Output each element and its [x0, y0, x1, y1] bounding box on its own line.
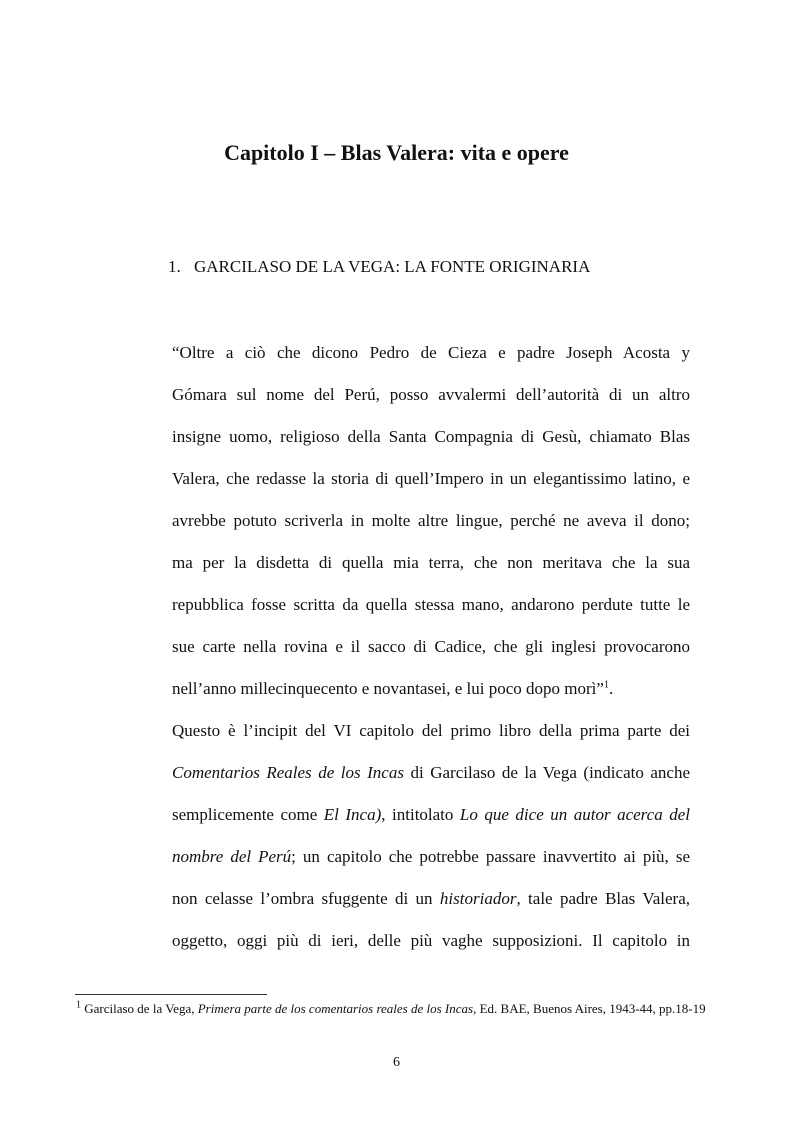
footnote-separator	[75, 994, 267, 995]
footnote-number: 1	[76, 999, 81, 1011]
body-line: Questo è l’incipit del VI capitolo del primo libro della prima parte dei	[172, 721, 690, 740]
quote-line: nell’anno millecinquecento e novantasei, e lui poco dopo morì”$^1$.	[172, 679, 614, 698]
chapter-heading-italic: Lo que dice un autor acerca del	[459, 805, 690, 824]
quote-line: Gómara sul nome del Perú, posso avvalermi dell’autorità di un altro	[172, 385, 690, 404]
page-number: 6	[393, 1055, 400, 1070]
quote-line: ma per la disdetta di quella mia terra, che non meritava che la sua	[172, 553, 690, 572]
quote-line: repubblica fosse scritta da quella stessa mano, andarono perdute tutte le	[172, 595, 690, 614]
section-number: 1.	[168, 257, 181, 276]
quote-line: Valera, che redasse la storia di quell’Impero in un elegantissimo latino, e	[172, 469, 690, 488]
section-title: GARCILASO DE LA VEGA: LA FONTE ORIGINARIA	[194, 257, 591, 276]
quote-line: avrebbe potuto scriverla in molte altre lingue, perché ne aveva il dono;	[172, 511, 690, 530]
chapter-heading-italic-cont: nombre del Perú	[172, 847, 292, 866]
body-line: semplicemente come El Inca), intitolato Lo que dice un autor acerca del	[172, 805, 690, 824]
historiador-term: historiador	[439, 889, 517, 908]
footnote: $^1$ Garcilaso de la Vega, Primera parte de los comentarios reales de los Incas, Ed. BAE, Buenos Aires, 1943-44, pp.18-19	[76, 999, 706, 1016]
quote-line: “Oltre a ciò che dicono Pedro de Cieza e padre Joseph Acosta y	[172, 343, 690, 362]
body-line: nombre del Perú; un capitolo che potrebbe passare inavvertito ai più, se	[172, 847, 690, 866]
author-nickname: El Inca)	[323, 805, 382, 824]
chapter-title: Capitolo I – Blas Valera: vita e opere	[224, 140, 569, 165]
body-line: non celasse l’ombra sfuggente di un historiador, tale padre Blas Valera,	[172, 889, 691, 908]
section-heading	[168, 257, 648, 277]
quote-line: insigne uomo, religioso della Santa Compagnia di Gesù, chiamato Blas	[172, 427, 690, 446]
book-title: Comentarios Reales de los Incas	[172, 763, 404, 782]
footnote-reference[interactable]: 1	[603, 679, 609, 691]
footnote-book-title: Primera parte de los comentarios reales de los Incas,	[197, 1001, 477, 1016]
body-line: oggetto, oggi più di ieri, delle più vaghe supposizioni. Il capitolo in	[172, 931, 690, 950]
quote-line: sue carte nella rovina e il sacco di Cadice, che gli inglesi provocarono	[172, 637, 690, 656]
body-line: Comentarios Reales de los Incas di Garcilaso de la Vega (indicato anche	[172, 763, 690, 782]
